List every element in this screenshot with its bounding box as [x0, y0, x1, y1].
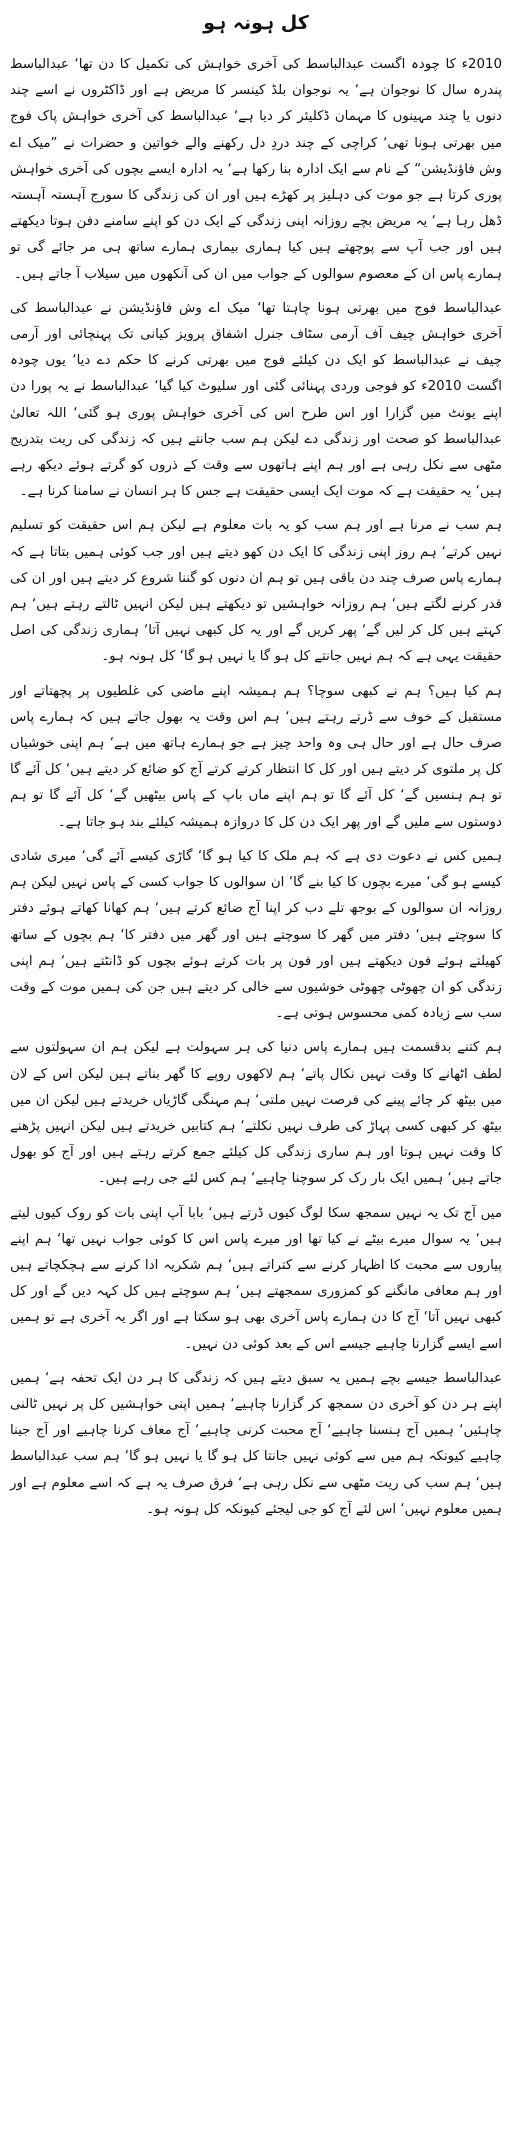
article-paragraph-8: عبدالباسط جیسے بچے ہمیں یہ سبق دیتے ہیں کہ زندگی کا ہر دن ایک تحفہ ہے‘ ہمیں اپنے ہر دن کو آخری دن سمجھ کر گزارنا چاہیے‘ ہمیں اپنی خواہشیں کل پر نہیں ٹالنی چاہئیں‘ ہمیں آج ہنسنا چاہیے‘ آج محبت کرنی چاہیے‘ آج معاف کرنا چاہیے اور آج جینا چاہیے کیونکہ ہم میں سے کوئی نہیں جانتا کل ہو گا یا نہیں ہو گا‘ ہم سب عبدالباسط ہیں‘ ہم سب کی ریت مٹھی سے نکل رہی ہے‘ فرق صرف یہ ہے کہ اسے معلوم ہے اور ہمیں معلوم نہیں‘ اس لئے آج کو جی لیجئے کیونکہ کل ہونہ ہو۔ [10, 1370, 502, 1517]
article-paragraph-3: ہم سب نے مرنا ہے اور ہم سب کو یہ بات معلوم ہے لیکن ہم اس حقیقت کو تسلیم نہیں کرتے‘ ہم روز اپنی زندگی کا ایک دن کھو دیتے ہیں اور جب کوئی ہمیں بتاتا ہے کہ ہمارے پاس صرف چند دن باقی ہیں تو ہم ان دنوں کو گننا شروع کر دیتے ہیں اور ان کی قدر کرنے لگتے ہیں‘ ہم روزانہ خواہشیں تو دیکھتے ہیں لیکن انہیں ٹالتے رہتے ہیں‘ ہم کہتے ہیں کل کر لیں گے‘ پھر کریں گے اور یہ کل کبھی نہیں آتا‘ ہماری زندگی کی اصل حقیقت یہی ہے کہ ہم نہیں جانتے کل ہو گا یا نہیں ہو گا‘ کل ہونہ ہو۔ [10, 518, 502, 665]
article-paragraph-7: میں آج تک یہ نہیں سمجھ سکا لوگ کیوں ڈرتے ہیں‘ بابا آپ اپنی بات کو روک کیوں لیتے ہیں‘ یہ سوال میرے بیٹے نے کیا تھا اور میرے پاس اس کا کوئی جواب نہیں تھا‘ ہم اپنے پیاروں سے محبت کا اظہار کرنے سے کتراتے ہیں‘ ہم شکریہ ادا کرنے سے ہچکچاتے ہیں اور ہم معافی مانگنے کو کمزوری سمجھتے ہیں‘ ہم سوچتے ہیں کل کہہ دیں گے اور کل کبھی نہیں آتا‘ آج کا دن ہمارے پاس آخری بھی ہو سکتا ہے اور اگر یہ آخری ہے تو ہمیں اسے ایسے گزارنا چاہیے جیسے اس کے بعد کوئی دن نہیں۔ [10, 1205, 502, 1352]
article-paragraph-5: ہمیں کس نے دعوت دی ہے کہ ہم ملک کا کیا ہو گا‘ گاڑی کیسے آئے گی‘ میری شادی کیسے ہو گی‘ میرے بچوں کا کیا بنے گا‘ ان سوالوں کا جواب کسی کے پاس نہیں لیکن ہم روزانہ ان سوالوں کے بوجھ تلے دب کر اپنا آج ضائع کرتے ہیں‘ ہم کھانا کھاتے ہوئے دفتر کا سوچتے ہیں‘ دفتر میں گھر کا سوچتے ہیں اور گھر میں دفتر کا‘ ہم بچوں کے ساتھ کھیلتے ہوئے فون دیکھتے ہیں اور فون پر بات کرتے ہوئے بچوں کو ڈانٹتے ہیں‘ ہم اپنی زندگی کو ان چھوٹی چھوٹی خوشیوں سے خالی کر دیتے ہیں جن کی ہمیں موت کے وقت سب سے زیادہ کمی محسوس ہوتی ہے۔ [10, 848, 502, 1022]
article-paragraph-1: 2010ء کا چودہ اگست عبدالباسط کی آخری خواہش کی تکمیل کا دن تھا‘ عبدالباسط پندرہ سال کا نوجوان ہے‘ یہ نوجوان بلڈ کینسر کا مریض ہے اور ڈاکٹروں نے اسے چند دنوں یا چند مہینوں کا مہمان ڈکلیئر کر دیا ہے‘ عبدالباسط کی آخری خواہش پاک فوج میں بھرتی ہونا تھی‘ کراچی کے چند دردِ دل رکھنے والے خواتین و حضرات نے ”میک اے وش فاؤنڈیشن“ کے نام سے ایک ادارہ بنا رکھا ہے‘ یہ ادارہ ایسے بچوں کی آخری خواہش پوری کرتا ہے جو موت کی دہلیز پر کھڑے ہیں اور ان کی زندگی کا سورج آہستہ آہستہ ڈھل رہا ہے‘ یہ مریض بچے روزانہ اپنی زندگی کے ایک دن کو اپنے سامنے دفن ہوتا دیکھتے ہیں اور جب آپ سے پوچھتے ہیں کیا ہماری بیماری ہمارے ساتھ ہی مر جائے گی تو ہمارے پاس ان کے معصوم سوالوں کے جواب میں ان کی آنکھوں میں سیلاب آ جاتے ہیں۔ [10, 57, 502, 282]
article-title: کل ہونہ ہو [203, 12, 309, 34]
article-paragraph-2: عبدالباسط فوج میں بھرتی ہونا چاہتا تھا‘ میک اے وش فاؤنڈیشن نے عبدالباسط کی آخری خواہش چیف آف آرمی سٹاف جنرل اشفاق پرویز کیانی تک پہنچائی اور آرمی چیف نے عبدالباسط کو ایک دن کیلئے فوج میں بھرتی کرنے کا حکم دے دیا‘ یوں چودہ اگست 2010ء کو فوجی وردی پہنائی گئی اور سلیوٹ کیا گیا‘ عبدالباسط نے یہ پورا دن اپنے یونٹ میں گزارا اور اس طرح اس کی آخری خواہش پوری ہو گئی‘ اللہ تعالیٰ عبدالباسط کو صحت اور زندگی دے لیکن ہم سب جانتے ہیں کہ زندگی کی ریت بتدریج مٹھی سے نکل رہی ہے اور ہم اپنے ہاتھوں سے وقت کے ذروں کو گرتے ہوئے دیکھ رہے ہیں‘ یہ حقیقت ہے کہ موت ایک ایسی حقیقت ہے جس کا ہر انسان نے سامنا کرنا ہے۔ [10, 300, 502, 500]
article-paragraph-6: ہم کتنے بدقسمت ہیں ہمارے پاس دنیا کی ہر سہولت ہے لیکن ہم ان سہولتوں سے لطف اٹھانے کا وقت نہیں نکال پاتے‘ ہم لاکھوں روپے کا گھر بناتے ہیں لیکن اس کے لان میں بیٹھ کر چائے پینے کی فرصت نہیں ملتی‘ ہم مہنگی گاڑیاں خریدتے ہیں لیکن ان میں بیٹھ کر کبھی کسی پہاڑ کی طرف نہیں نکلتے‘ ہم کتابیں خریدتے ہیں لیکن انہیں پڑھنے کا وقت نہیں ہوتا اور ہم ساری زندگی کل کیلئے جمع کرتے رہتے ہیں اور آج کو بھول جاتے ہیں‘ ہمیں ایک بار رک کر سوچنا چاہیے‘ ہم کس لئے جی رہے ہیں۔ [10, 1040, 502, 1187]
article-paragraph-4: ہم کیا ہیں؟ ہم نے کبھی سوچا؟ ہم ہمیشہ اپنے ماضی کی غلطیوں پر پچھتاتے اور مستقبل کے خوف سے ڈرتے رہتے ہیں‘ ہم اس وقت یہ بھول جاتے ہیں کہ ہمارے پاس صرف حال ہے اور حال ہی وہ واحد چیز ہے جو ہمارے ہاتھ میں ہے‘ ہم اپنی خوشیاں کل پر ملتوی کر دیتے ہیں اور کل کا انتظار کرتے کرتے آج کو ضائع کر دیتے ہیں‘ کل آئے گا تو ہم ہنسیں گے‘ کل آئے گا تو ہم اپنے ماں باپ کے پاس بیٹھیں گے‘ کل آئے گا تو ہم دوستوں سے ملیں گے اور پھر ایک دن کل کا دروازہ ہمیشہ کیلئے بند ہو جاتا ہے۔ [10, 683, 502, 830]
